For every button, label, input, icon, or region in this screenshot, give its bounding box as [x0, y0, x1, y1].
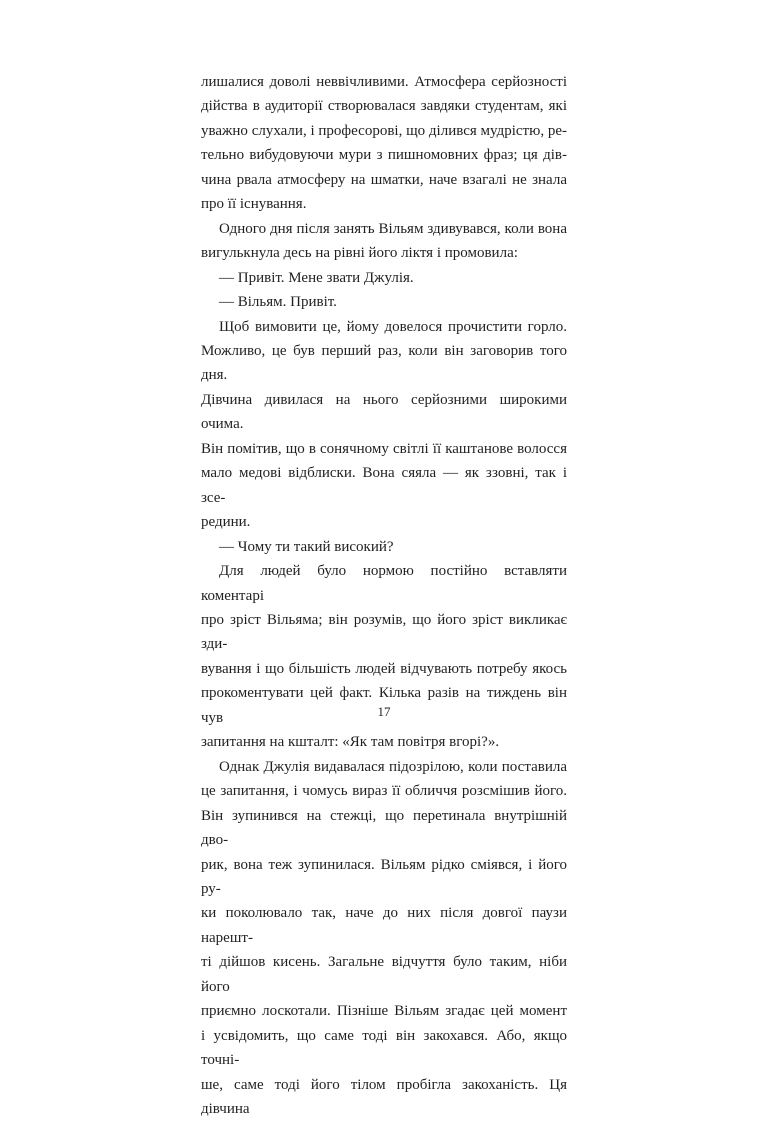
- dialogue-line: — Чому ти такий високий?: [219, 538, 394, 555]
- text-line: мало медові відблиски. Вона сяяла — як ззовні, так і зсе-: [201, 465, 567, 506]
- text-line: Він зупинився на стежці, що перетинала внутрішній дво-: [201, 807, 567, 849]
- body-text: [201, 70, 567, 1121]
- text-line: це запитання, і чомусь вираз її обличчя розсмішив його.: [201, 783, 567, 800]
- text-line: ті дійшов кисень. Загальне відчуття було таким, ніби його: [201, 954, 567, 995]
- text-line: лишалися доволі неввічливими. Атмосфера серйозності: [201, 74, 567, 90]
- text-line: чина рвала атмосферу на шматки, наче взагалі не знала: [201, 171, 567, 188]
- text-line: Для людей було нормою постійно вставляти коментарі: [201, 563, 567, 604]
- text-line: рик, вона теж зупинилася. Вільям рідко сміявся, і його ру-: [201, 856, 567, 897]
- text-line: ки поколювало так, наче до них після довгої паузи нарешт-: [201, 905, 567, 946]
- text-line: Одного дня після занять Вільям здивувався, коли вона: [219, 220, 567, 237]
- text-line: Однак Джулія видавалася підозрілою, коли поставила: [219, 758, 567, 775]
- text-line: вигулькнула десь на рівні його ліктя і промовила:: [201, 245, 518, 262]
- text-line: дійства в аудиторії створювалася завдяки студентам, які: [201, 98, 567, 115]
- page-number: 17: [377, 704, 391, 719]
- dialogue-line: — Привіт. Мене звати Джулія.: [219, 269, 414, 286]
- text-line: Можливо, це був перший раз, коли він заговорив того дня.: [201, 342, 567, 384]
- text-line: Щоб вимовити це, йому довелося прочистити горло.: [219, 318, 567, 335]
- dialogue-line: — Вільям. Привіт.: [219, 294, 337, 311]
- text-line: вування і що більшість людей відчувають потребу якось: [201, 660, 567, 677]
- text-line: і усвідомить, що саме тоді він закохався. Або, якщо точні-: [201, 1027, 567, 1069]
- text-line: Він помітив, що в сонячному світлі її каштанове волосся: [201, 440, 567, 457]
- text-line: редини.: [201, 514, 251, 531]
- text-line: про її існування.: [201, 196, 307, 213]
- text-line: тельно вибудовуючи мури з пишномовних фраз; ця дів-: [201, 147, 567, 164]
- text-line: прокоментувати цей факт. Кілька разів на тиждень він чув: [201, 685, 567, 726]
- text-line: про зріст Вільяма; він розумів, що його зріст викликає зди-: [201, 611, 567, 653]
- text-line: запитання на кшталт: «Як там повітря вгорі?».: [201, 734, 500, 751]
- text-line: уважно слухали, і професорові, що ділився мудрістю, ре-: [201, 122, 567, 139]
- text-line: Дівчина дивилася на нього серйозними широкими очима.: [201, 391, 567, 433]
- text-line: ше, саме тоді його тілом пробігла закоханість. Ця дівчина: [201, 1076, 567, 1118]
- text-line: приємно лоскотали. Пізніше Вільям згадає цей момент: [201, 1003, 567, 1020]
